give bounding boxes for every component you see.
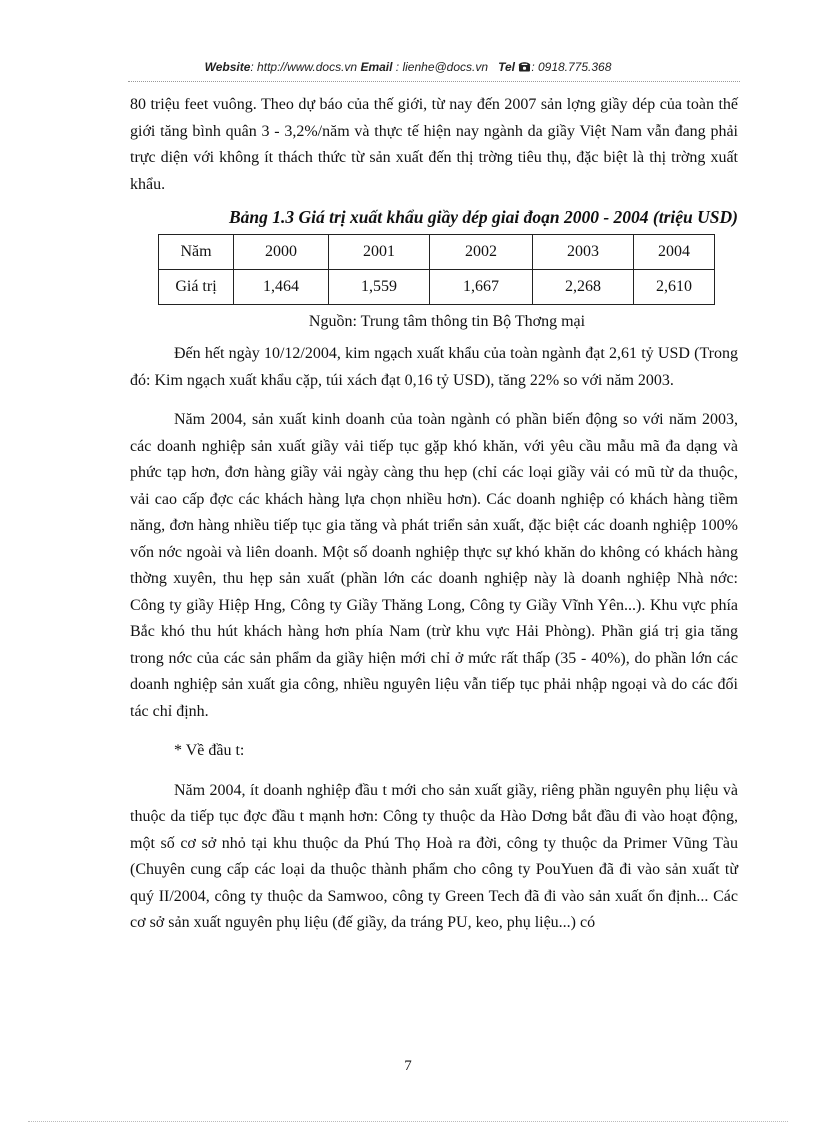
table-year-cell: 2002	[430, 235, 533, 270]
phone-icon	[518, 61, 531, 72]
email-label: Email	[360, 60, 393, 74]
table-value-cell: 2,268	[533, 270, 634, 305]
table-value-cell: 1,559	[329, 270, 430, 305]
table-year-cell: 2000	[234, 235, 329, 270]
page-header	[0, 60, 816, 74]
footer-divider	[28, 1121, 788, 1122]
table-source: Nguồn: Trung tâm thông tin Bộ Thơng mại	[308, 313, 586, 330]
table-year-cell: 2001	[329, 235, 430, 270]
tel-value: : 0918.775.368	[531, 60, 612, 74]
paragraph-1: 80 triệu feet vuông. Theo dự báo của thế giới, từ nay đến 2007 sản lợng giầy dép của toàn thế giới tăng bình quân 3 - 3,2%/năm và thực tế hiện nay ngành da giầy Việt Nam vẫn đang phải trực diện với không ít thách thức từ sản xuất đến thị trờng tiêu thụ, đặc biệt là thị trờng xuất khẩu.	[130, 96, 738, 193]
email-link[interactable]: : lienhe@docs.vn	[392, 60, 489, 74]
header-divider	[128, 81, 740, 82]
website-label: Website	[204, 60, 251, 74]
page-number: 7	[404, 1058, 412, 1074]
table-value-row	[159, 270, 715, 305]
tel-label: Tel	[498, 60, 515, 74]
table-value-cell: 1,667	[430, 270, 533, 305]
table-year-cell: 2003	[533, 235, 634, 270]
table-caption: Bảng 1.3 Giá trị xuất khẩu giầy dép giai đoạn 2000 - 2004 (triệu USD)	[228, 207, 738, 227]
section-subheading: * Về đầu t:	[174, 742, 245, 759]
table-header-row	[159, 235, 715, 270]
website-link[interactable]: : http://www.docs.vn	[250, 60, 358, 74]
table-row-label: Giá trị	[159, 270, 234, 305]
page-body	[130, 92, 738, 937]
paragraph-2: Đến hết ngày 10/12/2004, kim ngạch xuất khẩu của toàn ngành đạt 2,61 tỷ USD (Trong đó: Kim ngạch xuất khẩu cặp, túi xách đạt 0,16 tỷ USD), tăng 22% so với năm 2003.	[130, 345, 738, 389]
table-value-cell: 2,610	[634, 270, 715, 305]
export-value-table	[158, 234, 715, 305]
table-value-cell: 1,464	[234, 270, 329, 305]
table-year-cell: 2004	[634, 235, 715, 270]
table-header-label: Năm	[159, 235, 234, 270]
paragraph-3: Năm 2004, sản xuất kinh doanh của toàn ngành có phần biến động so với năm 2003, các doanh nghiệp sản xuất giầy vải tiếp tục gặp khó khăn, với yêu cầu mẫu mã đa dạng và phức tạp hơn, đơn hàng giầy vải ngày càng thu hẹp (chỉ các loại giầy vải có mũ từ da thuộc, vải cao cấp đợc các khách hàng lựa chọn nhiều hơn). Các doanh nghiệp có khách hàng tiềm năng, đơn hàng nhiều tiếp tục gia tăng và phát triển sản xuất, đặc biệt các doanh nghiệp 100% vốn nớc ngoài và liên doanh. Một số doanh nghiệp thực sự khó khăn do không có khách hàng thờng xuyên, thu hẹp sản xuất (phần lớn các doanh nghiệp này là doanh nghiệp Nhà nớc: Công ty giầy Hiệp Hng, Công ty Giầy Thăng Long, Công ty Giầy Vĩnh Yên...). Khu vực phía Bắc khó thu hút khách hàng hơn phía Nam (trừ khu vực Hải Phòng). Phần giá trị gia tăng trong nớc của các sản phẩm da giầy hiện mới chỉ ở mức rất thấp (35 - 40%), do phần lớn các doanh nghiệp sản xuất gia công, nhiều nguyên liệu vẫn tiếp tục phải nhập ngoại và do các đối tác chỉ định.	[130, 411, 738, 720]
paragraph-4: Năm 2004, ít doanh nghiệp đầu t mới cho sản xuất giầy, riêng phần nguyên phụ liệu và thuộc da tiếp tục đợc đầu t mạnh hơn: Công ty thuộc da Hào Dơng bắt đầu đi vào hoạt động, một số cơ sở nhỏ tại khu thuộc da Phú Thọ Hoà ra đời, công ty thuộc da Primer Vũng Tàu (Chuyên cung cấp các loại da thuộc thành phẩm cho công ty PouYuen đã đi vào sản xuất từ quý II/2004, công ty thuộc da Samwoo, công ty Green Tech đã đi vào sản xuất ổn định... Các cơ sở sản xuất nguyên phụ liệu (đế giầy, da tráng PU, keo, phụ liệu...) có	[130, 781, 738, 931]
